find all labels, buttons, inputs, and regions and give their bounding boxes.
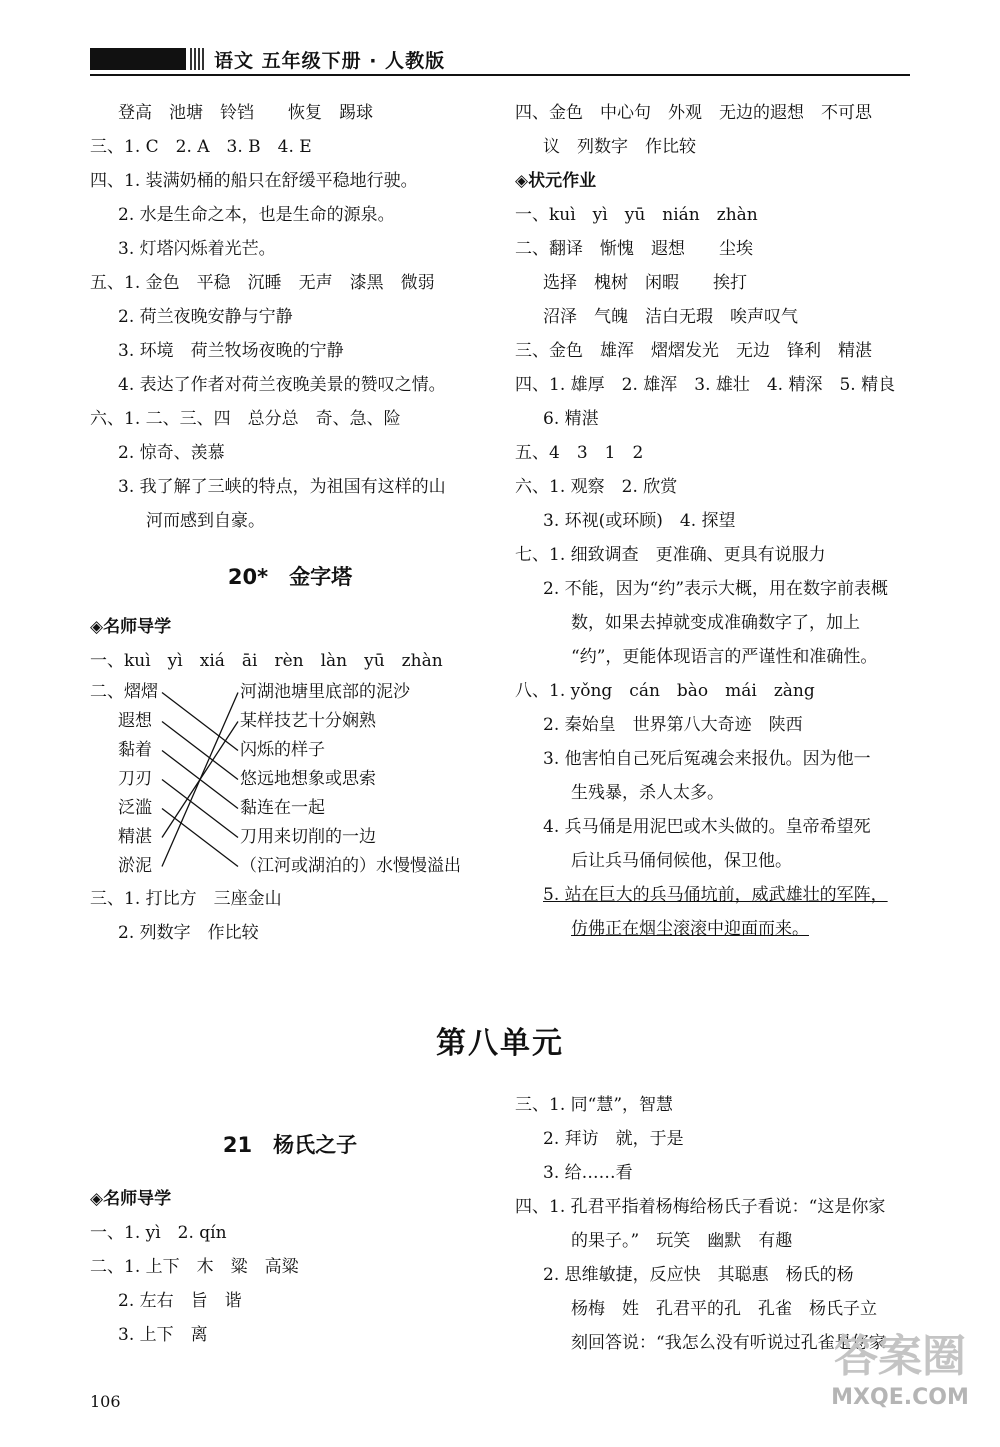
answer-line [515,640,915,674]
answer-line [515,538,915,572]
header-title: 语文 五年级下册 · 人教版 [214,50,446,72]
answer-line [90,300,490,334]
answer-text: 3. 环视(或环顾) 4. 探望 [543,511,736,531]
lesson-21-section-label: ◈名师导学 [90,1189,172,1209]
answer-line [515,844,915,878]
answer-line [515,1156,915,1190]
answer-text: 3. 灯塔闪烁着光芒。 [118,239,276,259]
unit-title: 第八单元 [436,1026,564,1061]
answer-line [90,368,490,402]
answer-text: 5. 站在巨大的兵马俑坑前，威武雄壮的军阵， [543,885,888,905]
answer-text: 沼泽 气魄 洁白无瑕 唉声叹气 [543,307,798,327]
answer-text: 生残暴，杀人太多。 [571,783,724,803]
lesson-20-section-label: ◈名师导学 [90,617,172,637]
answer-text: 议 列数字 作比较 [543,137,696,157]
answer-text: 六、1. 观察 2. 欣赏 [515,477,678,497]
answer-text: 三、金色 雄浑 熠熠发光 无边 锋利 精湛 [515,341,872,361]
answer-text: 2. 荷兰夜晚安静与宁静 [118,307,293,327]
answer-text: 的果子。” 玩笑 幽默 有趣 [571,1231,793,1251]
answer-text: 3. 他害怕自己死后冤魂会来报仇。因为他一 [543,749,871,769]
answer-text: “约”，更能体现语言的严谨性和准确性。 [571,647,878,667]
match-definition: 闪烁的样子 [240,740,325,760]
answer-line [515,708,915,742]
answer-line [90,198,490,232]
answer-text: 6. 精湛 [543,409,599,429]
match-left-words [90,678,158,881]
matching-exercise [90,678,490,882]
match-word [90,707,158,736]
answer-text: 选择 槐树 闲暇 挨打 [543,273,747,293]
answer-text: 2. 思维敏捷，反应快 其聪惠 杨氏的杨 [543,1265,854,1285]
answer-line [90,504,490,538]
answer-line [515,810,915,844]
answer-text: 七、1. 细致调查 更准确、更具有说服力 [515,545,826,565]
answer-line [515,198,915,232]
answer-text: ◈状元作业 [515,171,597,191]
answer-line [515,436,915,470]
watermark-logo [820,1330,980,1430]
answer-text: 一、kuì yì yū nián zhàn [515,205,758,225]
answer-line [515,368,915,402]
answer-text: 五、1. 金色 平稳 沉睡 无声 漆黑 微弱 [90,273,435,293]
answer-line [90,470,490,504]
answer-text: 四、1. 雄厚 2. 雄浑 3. 雄壮 4. 精深 5. 精良 [515,375,896,395]
watermark-url: MXQE.COM [831,1385,969,1410]
answer-text: 五、4 3 1 2 [515,443,644,463]
answer-line [515,742,915,776]
answer-line [90,164,490,198]
header-stripes [190,48,206,70]
left-top-answers [90,96,490,538]
answer-line [515,1292,915,1326]
answer-line [90,402,490,436]
match-right-definitions [240,678,461,881]
answer-line [515,776,915,810]
answer-line [515,232,915,266]
left-column-bottom [90,1120,490,1352]
answer-text: 4. 表达了作者对荷兰夜晚美景的赞叹之情。 [118,375,446,395]
answer-line [90,1318,490,1352]
match-connector-line [162,780,238,838]
answer-text: 三、1. 同“慧”，智慧 [515,1095,674,1115]
answer-line [515,164,915,198]
answer-text: 3. 环境 荷兰牧场夜晚的宁静 [118,341,344,361]
answer-line [90,130,490,164]
answer-line [515,674,915,708]
page-number: 106 [90,1392,121,1411]
match-word [90,794,158,823]
answer-line [90,916,490,950]
match-word [90,736,158,765]
answer-text: 后让兵马俑伺候他，保卫他。 [571,851,792,871]
answer-line [515,470,915,504]
answer-line [515,1258,915,1292]
answer-text: 河而感到自豪。 [146,511,265,531]
watermark-text: 答案圈 [834,1331,966,1382]
answer-line [515,912,915,946]
match-word [90,823,158,852]
match-connector-line [162,722,238,780]
answer-text: 四、1. 装满奶桶的船只在舒缓平稳地行驶。 [90,171,418,191]
answer-text: 四、1. 孔君平指着杨梅给杨氏子看说：“这是你家 [515,1197,886,1217]
answer-line [90,266,490,300]
match-connector-line [162,693,238,867]
matching-lines [158,678,248,882]
answer-text: 2. 左右 旨 谐 [118,1291,242,1311]
match-word-text: 精湛 [118,827,152,847]
match-word-text: 刀刃 [118,769,152,789]
answer-text: 2. 拜访 就，于是 [543,1129,684,1149]
lesson-21-title: 21 杨氏之子 [222,1133,358,1157]
header-black-bar [90,48,186,70]
answer-line [515,96,915,130]
answer-line [90,882,490,916]
answer-text: 一、1. yì 2. qín [90,1223,227,1243]
match-word [90,678,158,707]
header-rule [90,74,910,76]
match-definition: （江河或湖泊的）水慢慢溢出 [240,856,461,876]
answer-line [90,96,490,130]
answer-text: 3. 我了解了三峡的特点，为祖国有这样的山 [118,477,446,497]
match-word-text: 遐想 [118,711,152,731]
match-word [90,852,158,881]
answer-text: 2. 水是生命之本，也是生命的源泉。 [118,205,395,225]
answer-line [90,436,490,470]
match-definition: 黏连在一起 [240,798,325,818]
match-word-text: 淤泥 [118,856,152,876]
match-word-text: 熠熠 [124,682,158,702]
answer-text: 三、1. 打比方 三座金山 [90,889,282,909]
answer-line [515,300,915,334]
right-column-bottom [515,1088,915,1360]
answer-line [515,1190,915,1224]
match-connector-line [162,693,238,751]
match-word-text: 泛滥 [118,798,152,818]
lesson-20-more-answers [90,882,490,950]
answer-text: 4. 兵马俑是用泥巴或木头做的。皇帝希望死 [543,817,871,837]
answer-line [515,572,915,606]
answer-text: 2. 惊奇、羡慕 [118,443,225,463]
answer-text: 3. 上下 离 [118,1325,208,1345]
answer-text: 六、1. 二、三、四 总分总 奇、急、险 [90,409,401,429]
answer-line [515,1088,915,1122]
answer-text: 数，如果去掉就变成准确数字了，加上 [571,613,860,633]
answer-text: 二、1. 上下 木 粱 高粱 [90,1257,299,1277]
lesson-20-pinyin-line: 一、kuì yì xiá āi rèn làn yū zhàn [90,651,443,671]
answer-line [515,130,915,164]
answer-line [515,504,915,538]
answer-text: 杨梅 姓 孔君平的孔 孔雀 杨氏子立 [571,1299,877,1319]
answer-text: 三、1. C 2. A 3. B 4. E [90,137,312,157]
answer-text: 2. 秦始皇 世界第八大奇迹 陕西 [543,715,803,735]
lesson-20-title: 20* 金字塔 [227,565,353,589]
answer-line [90,1250,490,1284]
answer-line [90,1216,490,1250]
answer-text: 二、翻译 惭愧 遐想 尘埃 [515,239,753,259]
answer-text: 2. 不能，因为“约”表示大概，用在数字前表概 [543,579,889,599]
match-definition: 刀用来切削的一边 [240,827,376,847]
match-connector-line [162,809,238,867]
match-prefix: 二、 [90,682,124,702]
answer-text: 登高 池塘 铃铛 恢复 踢球 [118,103,373,123]
answer-line [515,1224,915,1258]
answer-line [515,878,915,912]
answer-text: 四、金色 中心句 外观 无边的遐想 不可思 [515,103,872,123]
match-word [90,765,158,794]
answer-text: 仿佛正在烟尘滚滚中迎面而来。 [571,919,809,939]
match-definition: 河湖池塘里底部的泥沙 [240,682,410,702]
answer-line [515,334,915,368]
right-column [515,96,915,946]
answer-text: 3. 给……看 [543,1163,633,1183]
answer-line [515,402,915,436]
answer-line [90,334,490,368]
answer-line [90,232,490,266]
answer-text: 八、1. yǒng cán bào mái zàng [515,681,815,701]
answer-line [515,606,915,640]
left-column [90,96,490,950]
answer-text: 刻回答说：“我怎么没有听说过孔雀是您家 [571,1333,886,1353]
match-word-text: 黏着 [118,740,152,760]
answer-line [515,266,915,300]
answer-line [515,1122,915,1156]
answer-line [90,1284,490,1318]
lesson-21-answers [90,1216,490,1352]
match-definition: 悠远地想象或思索 [240,769,376,789]
match-definition: 某样技艺十分娴熟 [240,711,376,731]
answer-text: 2. 列数字 作比较 [118,923,259,943]
